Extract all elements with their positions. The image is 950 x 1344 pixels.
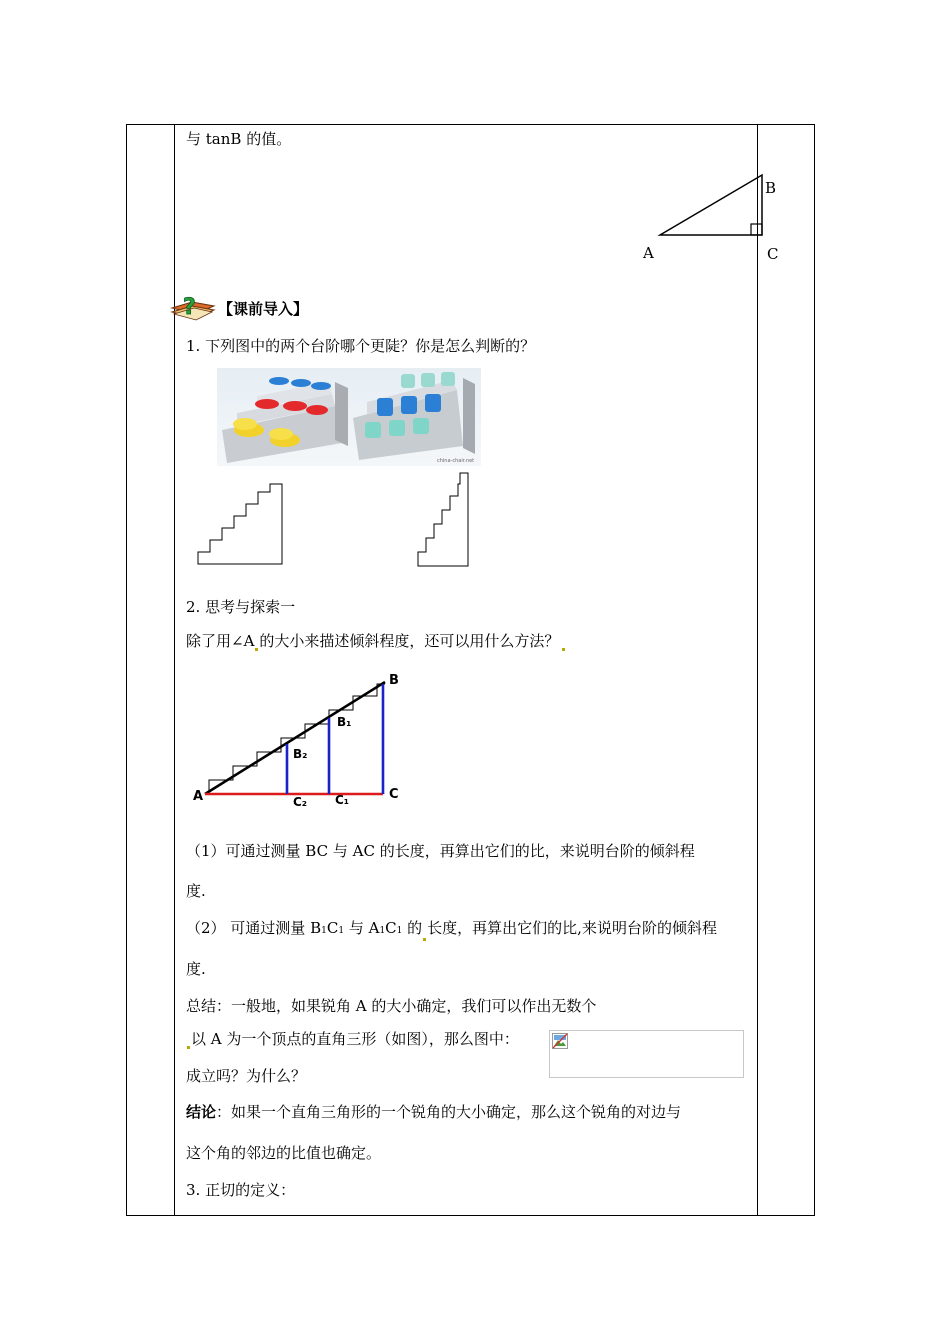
- m2-pre: （2） 可通过测量 B: [186, 919, 322, 937]
- conclusion-line-1: [186, 1102, 681, 1122]
- marker-dot: [187, 1046, 190, 1049]
- question-2-title: 2. 思考与探索一: [186, 598, 296, 616]
- m2-sub: 1: [379, 926, 386, 936]
- method-2-line-2: 度.: [186, 960, 206, 978]
- m2-post: 长度，再算出它们的比,来说明台阶的倾斜程: [427, 919, 717, 937]
- triangle-shape: [660, 175, 762, 235]
- diagram-label-A: A: [193, 789, 204, 804]
- diagram-label-C2: C₂: [293, 795, 308, 806]
- book-question-icon: [168, 294, 220, 324]
- svg-text:?: ?: [183, 295, 196, 320]
- diagram-label-B1: B₁: [337, 715, 352, 729]
- right-triangle-figure: [635, 165, 785, 270]
- conclusion-line-2: 这个角的邻边的比值也确定。: [186, 1144, 382, 1162]
- staircase-gentle: [195, 480, 290, 568]
- marker-dot: [423, 938, 426, 941]
- staircase-steep: [416, 470, 472, 568]
- marker-dot: [255, 648, 258, 651]
- m2-mid: 与 A: [344, 919, 380, 937]
- stadium-seats-photo: [217, 368, 481, 466]
- photo-watermark: china-chair.net: [437, 458, 475, 464]
- method-2-line-1: [186, 918, 717, 941]
- m2-sub: 1: [338, 926, 345, 936]
- column-divider-right: [757, 124, 758, 1216]
- m2-mid: C: [385, 919, 397, 937]
- m2-mid: C: [326, 919, 339, 937]
- m2-mid: 的: [402, 919, 423, 937]
- conclusion-text: ：如果一个直角三角形的一个锐角的大小确定，那么这个锐角的对边与: [216, 1103, 682, 1121]
- diagram-label-B2: B₂: [293, 747, 308, 761]
- label-C: C: [767, 245, 779, 263]
- column-divider-left: [174, 124, 175, 1216]
- diagram-label-C: C: [389, 787, 399, 802]
- question-2-body: [186, 631, 566, 651]
- summary-line-2-text: 以 A 为一个顶点的直角三形（如图），那么图中：: [191, 1030, 519, 1048]
- label-B: B: [765, 179, 777, 197]
- question-1: 1. 下列图中的两个台阶哪个更陡？你是怎么判断的？: [186, 337, 536, 355]
- diagram-label-B: B: [389, 673, 399, 688]
- m2-sub: 1: [321, 926, 327, 936]
- m2-sub: 1: [396, 926, 403, 936]
- summary-line-3: 成立吗？为什么？: [186, 1067, 307, 1085]
- conclusion-label: 结论: [186, 1103, 217, 1121]
- staircase-ratio-diagram: [191, 664, 407, 806]
- formula-image-placeholder: [549, 1030, 744, 1078]
- q2-post: 的大小来描述倾斜程度，还可以用什么方法？: [259, 632, 560, 650]
- summary-line-1: 总结：一般地，如果锐角 A 的大小确定，我们可以作出无数个: [186, 997, 597, 1015]
- right-angle-mark: [751, 224, 762, 235]
- method-1-line-1: （1）可通过测量 BC 与 AC 的长度，再算出它们的比，来说明台阶的倾斜程: [186, 842, 695, 860]
- q2-pre: 除了用∠A: [186, 632, 255, 650]
- intro-text: 与 tanB 的值。: [186, 130, 292, 148]
- diagram-label-C1: C₁: [335, 793, 350, 806]
- method-1-line-2: 度.: [186, 882, 206, 900]
- marker-dot: [562, 648, 565, 651]
- label-A: A: [643, 244, 654, 262]
- question-3: 3. 正切的定义：: [186, 1181, 296, 1199]
- broken-image-icon: [552, 1033, 568, 1049]
- section-heading: 【课前导入】: [218, 300, 309, 318]
- summary-line-2: [186, 1029, 519, 1049]
